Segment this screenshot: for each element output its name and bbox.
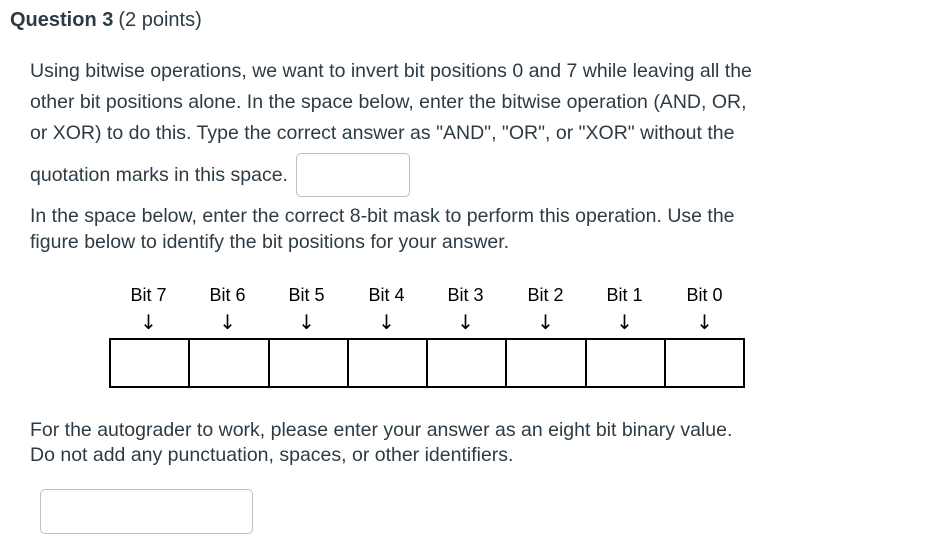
mask-instructions xyxy=(30,203,850,255)
autograder-instructions xyxy=(30,418,850,468)
operation-instructions xyxy=(30,56,850,197)
bit-column-4 xyxy=(347,282,426,336)
instruction-line: other bit positions alone. In the space below, enter the bitwise operation (AND, OR, xyxy=(30,91,747,113)
bit-grid xyxy=(109,338,745,388)
bit-column-5 xyxy=(267,282,346,336)
bit-label: Bit 6 xyxy=(209,285,246,305)
instruction-line: quotation marks in this space. xyxy=(30,163,288,186)
down-arrow-icon: ↓ xyxy=(537,310,554,334)
question-points: (2 points) xyxy=(118,8,202,31)
bit-cell xyxy=(666,340,743,386)
down-arrow-icon: ↓ xyxy=(616,310,633,334)
instruction-line: For the autograder to work, please enter your answer as an eight bit binary value. xyxy=(30,419,733,441)
down-arrow-icon: ↓ xyxy=(696,310,713,334)
bit-label: Bit 3 xyxy=(447,285,484,305)
bit-column-2 xyxy=(506,282,585,336)
bit-cell xyxy=(190,340,269,386)
bit-label: Bit 2 xyxy=(527,285,564,305)
down-arrow-icon: ↓ xyxy=(378,310,395,334)
question-title: Question 3 xyxy=(10,8,114,31)
bit-column-3 xyxy=(426,282,505,336)
down-arrow-icon: ↓ xyxy=(219,310,236,334)
bit-label: Bit 7 xyxy=(130,285,167,305)
operation-answer-input[interactable] xyxy=(296,153,410,197)
down-arrow-icon: ↓ xyxy=(457,310,474,334)
bit-cell xyxy=(507,340,586,386)
bit-cell xyxy=(428,340,507,386)
bit-cell xyxy=(349,340,428,386)
bit-label: Bit 5 xyxy=(288,285,325,305)
bit-column-7 xyxy=(109,282,188,336)
bit-label: Bit 0 xyxy=(686,285,723,305)
instruction-line: or XOR) to do this. Type the correct answer as "AND", "OR", or "XOR" without the xyxy=(30,122,735,144)
bit-column-0 xyxy=(665,282,744,336)
question-header xyxy=(0,0,947,40)
bit-label: Bit 1 xyxy=(606,285,643,305)
mask-answer-input[interactable] xyxy=(40,489,253,534)
down-arrow-icon: ↓ xyxy=(298,310,315,334)
bit-label: Bit 4 xyxy=(368,285,405,305)
bit-column-1 xyxy=(585,282,664,336)
instruction-line: Do not add any punctuation, spaces, or other identifiers. xyxy=(30,444,514,466)
bit-cell xyxy=(111,340,190,386)
instruction-line: In the space below, enter the correct 8-bit mask to perform this operation. Use the xyxy=(30,205,735,227)
bit-column-6 xyxy=(188,282,267,336)
instruction-line: figure below to identify the bit positions for your answer. xyxy=(30,231,510,253)
instruction-line: Using bitwise operations, we want to invert bit positions 0 and 7 while leaving all the xyxy=(30,60,752,82)
bit-cell xyxy=(270,340,349,386)
down-arrow-icon: ↓ xyxy=(140,310,157,334)
bit-cell xyxy=(587,340,666,386)
